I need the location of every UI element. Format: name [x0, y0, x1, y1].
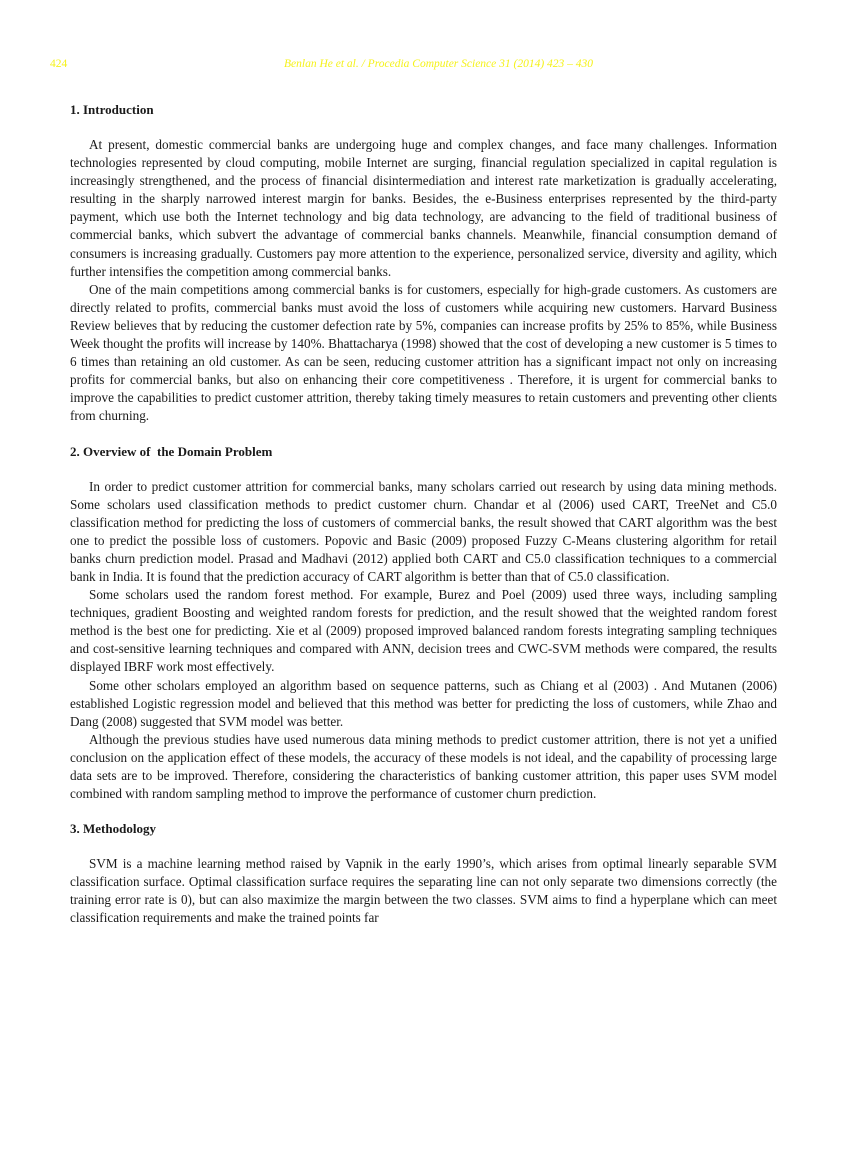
section-introduction — [70, 101, 777, 426]
running-header — [0, 58, 846, 74]
paragraph: Some scholars used the random forest method. For example, Burez and Poel (2009) used three ways, including sampling techniques, gradient Boosting and weighted random forests for prediction, and the result showed that the weighted random forest method is the best one for predicting. Xie et al (2009) proposed improved balanced random forests integrating sampling techniques and cost-sensitive learning techniques and compared with ANN, decision trees and CWC-SVM methods were compared, the results displayed IBRF work most effectively. — [70, 587, 777, 675]
section-heading: 1. Introduction — [70, 102, 154, 117]
paragraph: Although the previous studies have used numerous data mining methods to predict customer attrition, there is not yet a unified conclusion on the application effect of these models, the accuracy of these models is not ideal, and the capability of processing large data sets are to be improved. Therefore, considering the characteristics of banking customer attrition, this paper uses SVM model combined with random sampling method to improve the performance of customer churn prediction. — [70, 731, 777, 802]
paragraph: One of the main competitions among commercial banks is for customers, especially for high-grade customers. As customers are directly related to profits, commercial banks must avoid the loss of customers while acquiring new customers. Harvard Business Review believes that by reducing the customer defection rate by 5%, companies can increase profits by 25% to 85%, while Business Week thought the profits will increase by 140%. Bhattacharya (1998) showed that the cost of developing a new customer is 5 times to 6 times than retaining an old customer. As can be seen, reducing customer attrition has a significant impact not only on increasing profits for commercial banks, but also on enhancing their core competitiveness . Therefore, it is urgent for commercial banks to improve the capabilities to predict customer attrition, thereby taking timely measures to retain customers and preventing other clients from churning. — [70, 281, 777, 424]
section-heading: 2. Overview of the Domain Problem — [70, 443, 273, 459]
paragraph: Some other scholars employed an algorithm based on sequence patterns, such as Chiang et al (2003) . And Mutanen (2006) established Logistic regression model and believed that this method was better for predicting the loss of customers, while Zhao and Dang (2008) suggested that SVM model was better. — [70, 677, 777, 729]
page-number: 424 — [50, 58, 68, 70]
paragraph: SVM is a machine learning method raised by Vapnik in the early 1990’s, which arises from optimal linearly separable SVM classification surface. Optimal classification surface requires the separating line can not only separate two dimensions correctly (the training error rate is 0), but can also maximize the margin between the two classes. SVM aims to find a hyperplane which can meet classification requirements and make the trained points far — [70, 856, 777, 926]
journal-citation: Benlan He et al. / Procedia Computer Science 31 (2014) 423 – 430 — [284, 58, 594, 70]
section-methodology — [70, 820, 777, 927]
article-body — [70, 101, 777, 928]
section-heading: 3. Methodology — [70, 821, 156, 837]
section-domain-problem — [70, 443, 777, 804]
paragraph: At present, domestic commercial banks are undergoing huge and complex changes, and face many challenges. Information technologies represented by cloud computing, mobile Internet are surging, financial regulation specialized in capital regulation is increasingly strengthened, and the process of financial disintermediation and interest rate marketization is gradually accelerating, resulting in the sharply narrowed interest margin for banks. Besides, the e-Business enterprises represented by the third-party payment, which use both the Internet technology and big data technology, are advancing to the field of traditional business of commercial banks, which subvert the advantage of commercial banks channels. Meanwhile, financial consumption demand of consumers is increasing gradually. Customers pay more attention to the experience, personalized service, diversity and agility, which further intensifies the competition among commercial banks. — [70, 137, 777, 279]
paragraph: In order to predict customer attrition for commercial banks, many scholars carried out research by using data mining methods. Some scholars used classification methods to predict customer churn. Chandar et al (2006) used CART, TreeNet and C5.0 classification method for predicting the loss of customers of commercial banks, the result showed that CART algorithm was the best one to predict the possible loss of customers. Popovic and Basic (2009) proposed Fuzzy C-Means clustering algorithm for retail banks churn prediction model. Prasad and Madhavi (2012) applied both CART and C5.0 classification techniques to a commercial bank in India. It is found that the prediction accuracy of CART algorithm is better than that of C5.0 classification. — [70, 478, 777, 584]
